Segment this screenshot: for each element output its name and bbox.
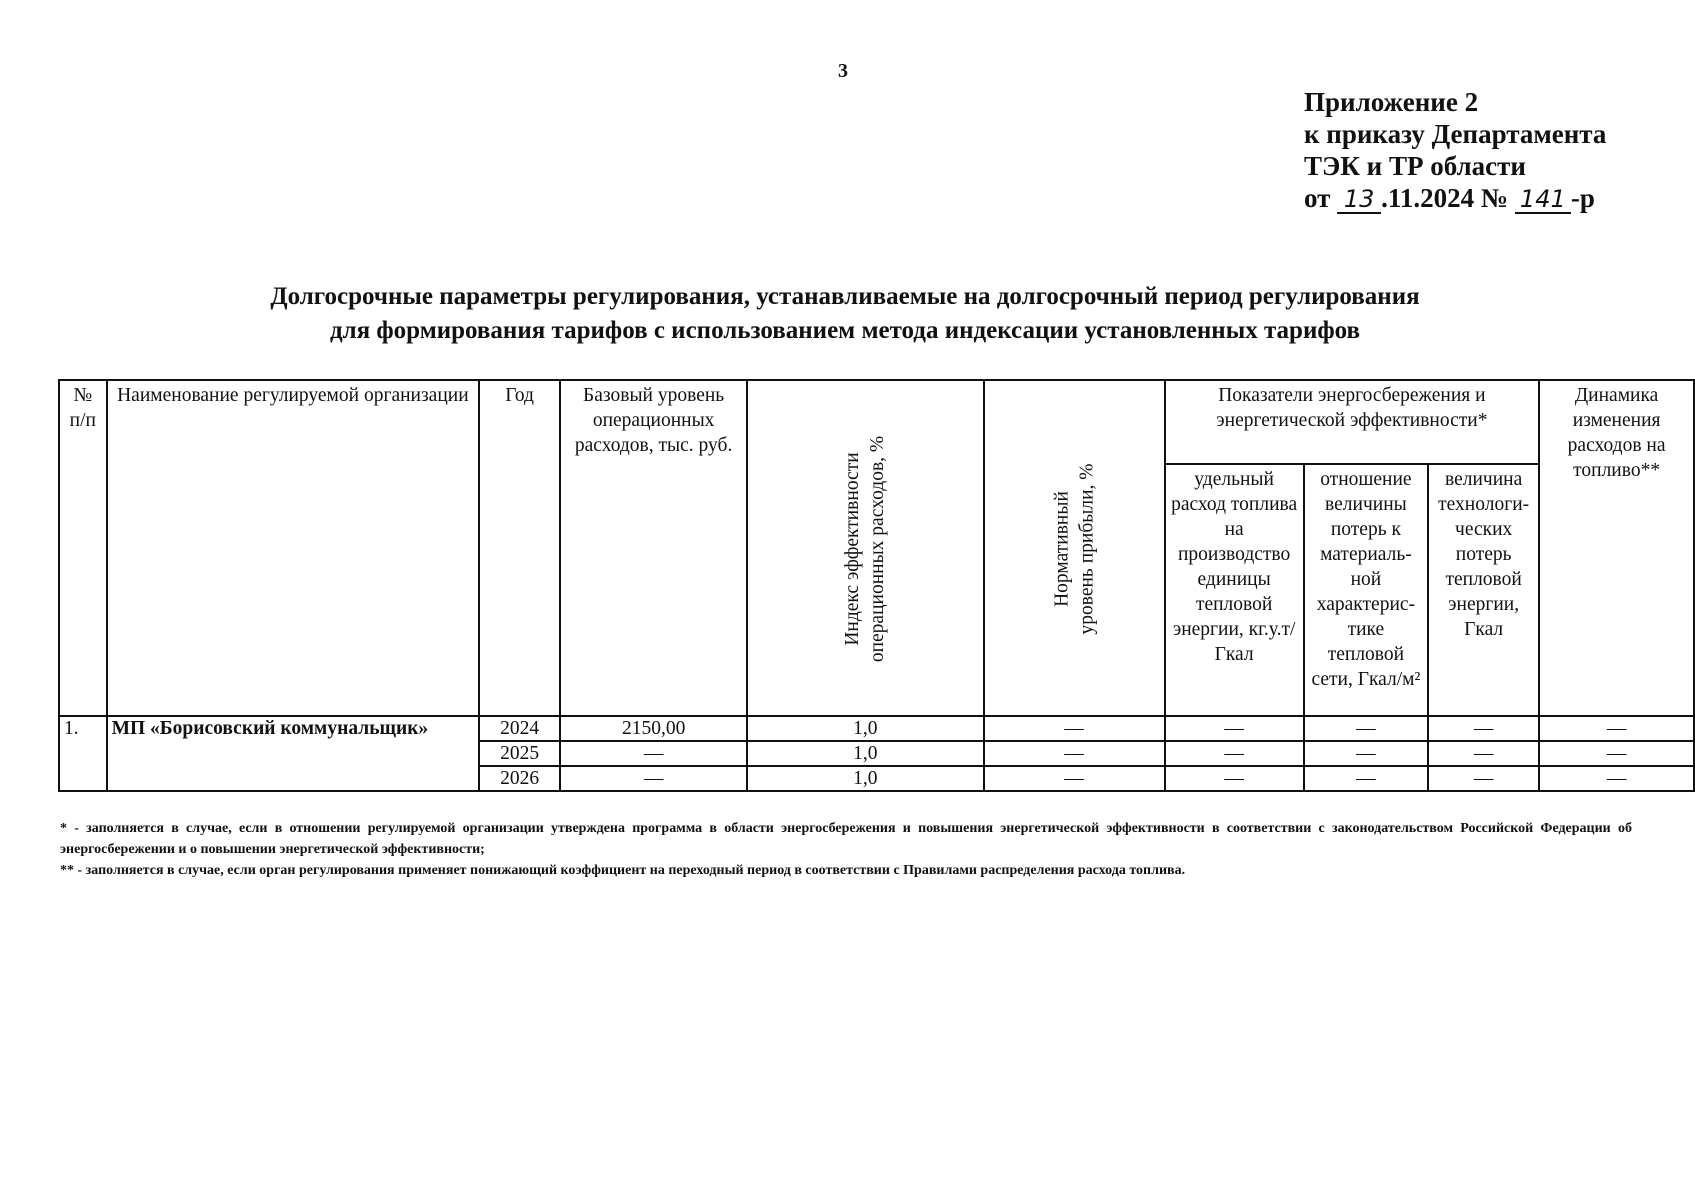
year-cell: 2024 (479, 716, 560, 741)
fuel-dynamics-cell: — (1539, 741, 1694, 766)
org-number: 1. (59, 716, 107, 791)
loss-ratio-cell: — (1304, 741, 1428, 766)
year-cell: 2026 (479, 766, 560, 791)
tech-losses-cell: — (1428, 741, 1539, 766)
footnote-1: * - заполняется в случае, если в отношении регулируемой организации утверждена программа в области энергосбережения и повышения энергетической эффективности в соответствии с законодательством Российской Федерации об энергосбережении и о повышении энергетической эффективности; (60, 821, 1632, 857)
header-fuel-rate: удельный расход топлива на производство единицы тепловой энергии, кг.у.т/Гкал (1165, 464, 1304, 716)
tech-losses-cell: — (1428, 716, 1539, 741)
year-cell: 2025 (479, 741, 560, 766)
header-efficiency-index: Индекс эффективности операционных расходов, % (747, 380, 983, 716)
appendix-line-2: к приказу Департамента (1304, 119, 1607, 149)
handwritten-day: 13 (1337, 186, 1381, 214)
footnote-2: ** - заполняется в случае, если орган регулирования применяет понижающий коэффициент на переходный период в соответствии с Правилами распределения расхода топлива. (60, 863, 1186, 878)
profit-cell: — (984, 741, 1165, 766)
header-number: № п/п (59, 380, 107, 716)
title-line-2: для формирования тарифов с использованием метода индексации установленных тарифов (329, 317, 1361, 344)
base-level-cell: 2150,00 (560, 716, 747, 741)
date-prefix: от (1304, 183, 1338, 213)
profit-cell: — (984, 716, 1165, 741)
header-fuel-dynamics: Динамика изменения расходов на топливо** (1539, 380, 1694, 716)
appendix-line-3: ТЭК и ТР области (1304, 151, 1526, 181)
order-suffix: -р (1570, 183, 1595, 213)
appendix-date-line (1304, 182, 1606, 214)
loss-ratio-cell: — (1304, 766, 1428, 791)
table-row (59, 716, 1694, 741)
appendix-line-1: Приложение 2 (1304, 87, 1479, 117)
handwritten-order-number: 141 (1515, 186, 1571, 214)
base-level-cell: — (560, 741, 747, 766)
parameters-table (58, 379, 1695, 792)
loss-ratio-cell: — (1304, 716, 1428, 741)
efficiency-cell: 1,0 (747, 741, 983, 766)
document-title (60, 280, 1630, 348)
page-number: 3 (838, 60, 848, 82)
header-profit-level: Нормативный уровень прибыли, % (984, 380, 1165, 716)
header-energy-group: Показатели энергосбережения и энергетической эффективности* (1165, 380, 1540, 464)
fuel-rate-cell: — (1165, 741, 1304, 766)
header-base-level: Базовый уровень операционных расходов, тыс. руб. (560, 380, 747, 716)
base-level-cell: — (560, 766, 747, 791)
header-tech-losses: величина технологи-ческих потерь тепловой энергии, Гкал (1428, 464, 1539, 716)
fuel-rate-cell: — (1165, 766, 1304, 791)
tech-losses-cell: — (1428, 766, 1539, 791)
efficiency-cell: 1,0 (747, 766, 983, 791)
efficiency-cell: 1,0 (747, 716, 983, 741)
header-loss-ratio: отношение величины потерь к материаль-ной характерис-тике тепловой сети, Гкал/м² (1304, 464, 1428, 716)
date-rest: .11.2024 № (1381, 183, 1515, 213)
org-name: МП «Борисовский коммунальщик» (107, 716, 480, 791)
footnotes (60, 818, 1632, 881)
appendix-block (1304, 86, 1606, 214)
title-line-1: Долгосрочные параметры регулирования, устанавливаемые на долгосрочный период регулирования (270, 283, 1420, 310)
header-organization: Наименование регулируемой организации (107, 380, 480, 716)
fuel-rate-cell: — (1165, 716, 1304, 741)
header-year: Год (479, 380, 560, 716)
fuel-dynamics-cell: — (1539, 766, 1694, 791)
fuel-dynamics-cell: — (1539, 716, 1694, 741)
profit-cell: — (984, 766, 1165, 791)
